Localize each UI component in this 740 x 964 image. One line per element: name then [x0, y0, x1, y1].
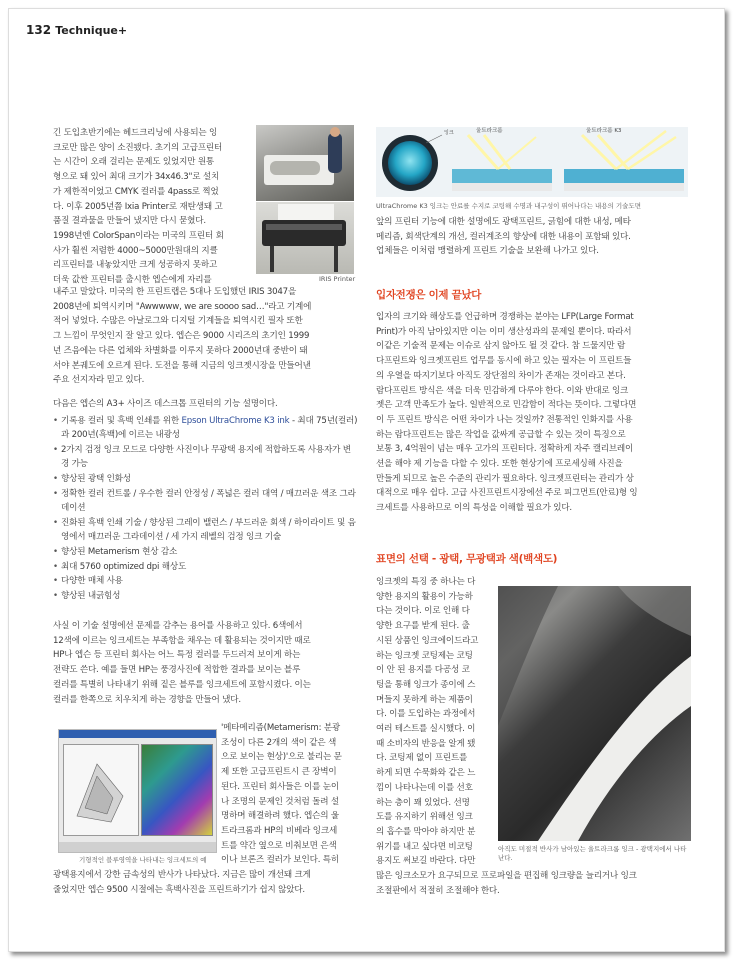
- gamut-3d-plot: [67, 756, 133, 828]
- text-line: 양한 용지의 활용이 가능하: [376, 591, 473, 602]
- text-line: 션을 해야 제 기능을 다할 수 있다. 또한 현상기에 프로세싱해 사진을: [376, 459, 623, 470]
- text-line: 젯은 고객 만족도가 높다. 일반적으로 민감함이 적다는 뜻이다. 그렇다면: [376, 400, 637, 411]
- text-line: 하게 되면 수묵화와 같은 느: [376, 768, 476, 779]
- paper-curl-graphic: [498, 586, 691, 841]
- iris-printer-photo-top: [256, 125, 354, 201]
- feature-item: [53, 574, 358, 589]
- text-line: 위기를 내고 싶다면 비코팅: [376, 841, 473, 852]
- k3-caption: UltraChrome K3 잉크는 안료를 수지로 코팅해 수명과 내구성이 뛰어나다는 내용의 기술도면: [376, 202, 641, 210]
- text-line: 줄었지만 엡슨 9500 시절에는 흑백사진을 프린트하기가 쉽지 않았다.: [53, 884, 305, 895]
- text-line: 때 소비자의 반응을 알게 됐: [376, 738, 476, 749]
- text-line: 명하며 해결하려 했다. 엡슨의 울: [221, 811, 339, 822]
- feature-item: [53, 589, 358, 604]
- text-line: 으로 보이는 현상)'으로 불리는 문: [221, 752, 342, 763]
- text-line: 조성이 다른 2개의 색이 같은 색: [221, 737, 337, 748]
- feature-item: [53, 516, 358, 545]
- k3-diagram-graphic: [376, 127, 688, 197]
- right-intro-text: [376, 215, 691, 259]
- text-line: 업체들은 이처럼 맹렬하게 프린트 기술을 보완해 나가고 있다.: [376, 246, 599, 257]
- page-number: 132: [26, 23, 52, 37]
- text-line: 의 우열을 따지기보다 아직도 장단점의 차이가 존재는 것이라고 본다.: [376, 370, 626, 381]
- text-line: 더욱 값싼 프린터를 출시한 엡슨에게 자리를: [53, 275, 212, 286]
- text-line: 트라크롬과 HP의 비베라 잉크세: [221, 825, 338, 836]
- text-line: 조절판에서 적절히 조절해야 한다.: [376, 885, 500, 896]
- text-line: 그 느낌이 무엇인지 잘 알고 있다. 엡슨은 9000 시리즈의 초기인 1999: [53, 331, 310, 342]
- feature-text: 최대 5760 optimized dpi 해상도: [61, 561, 187, 572]
- text-line: 람다프린트 방식은 색을 더욱 민감하게 다루야 한다. 이와 반대로 잉크: [376, 385, 629, 396]
- text-line: 시된 상품인 잉크에이드라고: [376, 635, 479, 646]
- text-line: 보통 3, 4억원이 넘는 매우 고가의 프린터다. 정확하게 자주 캘리브레이: [376, 444, 634, 455]
- text-line: 메리즘, 회색단계의 개선, 컬러계조의 향상에 대한 내용이 포함돼 있다.: [376, 231, 631, 242]
- text-line: 다. 이를 도입하는 과정에서: [376, 709, 476, 720]
- text-line: 크로만 많은 양이 소진됐다. 초기의 고급프린터: [53, 142, 223, 153]
- text-line: 도를 유지하기 위해선 잉크: [376, 812, 473, 823]
- feature-text: 향상된 광택 인화성: [61, 474, 131, 485]
- text-line: 컬러를 특별히 나타내기 위해 짙은 블루를 잉크세트에 포함시켰다. 이는: [53, 679, 311, 690]
- text-line: 이같은 기술적 문제는 이슈로 삼지 않아도 될 것 같다. 참 드물지만 람: [376, 341, 626, 352]
- text-line: 여러 테스트를 실시했다. 이: [376, 724, 476, 735]
- text-line: 크세트를 사용하므로 이의 특성을 이해할 필요가 있다.: [376, 503, 572, 514]
- feature-section: [53, 397, 358, 603]
- feature-text: 정확한 컬러 컨트롤 / 우수한 컬러 안정성 / 폭넓은 컬러 대역 / 매끄러운 색조 그라데이션: [61, 488, 356, 514]
- feature-text: 향상된 Metamerism 현상 감소: [61, 547, 178, 558]
- text-line: 다. 이후 2005년쯤 Ixia Printer로 재탄생돼 고: [53, 201, 223, 212]
- feature-highlight: Epson UltraChrome K3 ink: [181, 415, 290, 426]
- text-line: 적어 넣었다. 수많은 아날로그와 디지털 기계들을 퇴역시킨 필자 또한: [53, 316, 303, 327]
- feature-list: [53, 414, 358, 604]
- feature-list-intro: 다음은 엡슨의 A3+ 사이즈 데스크톱 프린터의 기능 설명이다.: [53, 399, 278, 409]
- feature-text: 향상된 내긁힘성: [61, 590, 121, 601]
- heading-particle-war: 입자전쟁은 이제 끝났다: [376, 289, 482, 301]
- text-line: 트를 약간 옆으로 비춰보면 은색: [221, 840, 337, 851]
- text-line: 2008년에 퇴역시키며 "Awwwww, we are soooo sad…"라고 기계에: [53, 301, 312, 312]
- feature-item: [53, 487, 358, 516]
- ink-set-text: [53, 619, 358, 707]
- feature-text: 진화된 흑백 인쇄 기술 / 향상된 그레이 밸런스 / 부드러운 회색 / 하이라이트 및 음영에서 매끄러운 그라데이션 / 세 가지 레벨의 검정 잉크 기술: [61, 517, 356, 543]
- metamerism-text: [221, 721, 361, 868]
- text-line: 잉크젯의 특징 중 하나는 다: [376, 577, 476, 587]
- text-line: HP나 엡슨 등 프린터 회사는 어느 특정 컬러를 두드러져 보이게 하는: [53, 650, 301, 661]
- text-line: 는 시간이 오래 걸리는 문제도 있었지만 원통: [53, 157, 215, 168]
- text-line: 컬러를 한쪽으로 치우치게 하는 경향을 만들어 냈다.: [53, 694, 241, 705]
- metallic-text: [53, 868, 358, 897]
- text-line: 입자의 크기와 해상도를 언급하며 경쟁하는 분야는 LFP(Large Format: [376, 312, 634, 322]
- section-title: Technique+: [55, 24, 128, 37]
- page-header: [26, 23, 127, 37]
- text-line: Print)가 아직 남아있지만 이는 이미 생산성과의 문제일 뿐이다. 따라서: [376, 326, 632, 337]
- feature-text: 2가지 검정 잉크 모드로 다양한 사진이나 무광택 용지에 적합하도록 사용자가 변경 가능: [61, 444, 351, 470]
- k3-label-ultrachrome-k3: 울트라크롬 K3: [586, 128, 622, 134]
- text-line: 형으로 돼 있어 최대 크기가 34x46.3"로 설치: [53, 172, 220, 183]
- gamut-screenshot: [58, 729, 217, 853]
- text-line: 된다. 프린터 회사들은 이를 눈이: [221, 781, 339, 792]
- text-line: 나 조명의 문제인 것처럼 돌려 설: [221, 796, 339, 807]
- text-line: 양한 요구를 받게 된다. 출: [376, 621, 470, 632]
- text-line: 내주고 말았다. 미국의 한 프린트랩은 5대나 도입했던 IRIS 3047을: [53, 287, 297, 297]
- particle-war-text: [376, 310, 691, 516]
- text-line: 다프린트와 잉크젯프린트 업무를 동시에 하고 있는 필자는 이 프린트들: [376, 356, 632, 367]
- text-line: 많은 잉크소모가 요구되므로 프로파일을 편집해 잉크량을 늘리거나 잉크: [376, 871, 637, 881]
- text-line: 대적으로 매우 쉽다. 고급 사진프린트시장에선 주로 피그먼트(안료)형 잉: [376, 488, 638, 499]
- text-line: 하는 잉크젯 코팅제는 코팅: [376, 650, 473, 661]
- text-line: 팅을 통해 잉크가 종이에 스: [376, 679, 476, 690]
- feature-item: [53, 414, 358, 443]
- paper-caption: 아직도 미절적 반사가 남아있는 울트라크롬 잉크 - 광택지에서 나타난다.: [498, 845, 687, 862]
- feature-item: [53, 472, 358, 487]
- glossy-paper-photo: [498, 586, 691, 841]
- text-line: 사가 훨씬 저렴한 4000~5000만원대의 지클: [53, 245, 218, 256]
- text-line: 리프린터를 내놓았지만 크게 성공하지 못하고: [53, 260, 218, 271]
- iris-printer-photo-bottom: [256, 202, 354, 274]
- gamut-caption: 기형적인 블루영역을 나타내는 잉크세트의 예: [79, 856, 207, 864]
- text-line: 긴 도입초반기에는 헤드크리닝에 사용되는 잉: [53, 128, 218, 138]
- text-line: 사실 이 기술 설명에선 문제를 감추는 용어를 사용하고 있다. 6색에서: [53, 621, 303, 631]
- feature-text: 기록용 컬러 및 흑백 인쇄를 위한: [61, 415, 182, 426]
- text-line: 이나 브론즈 컬러가 보인다. 특히: [221, 855, 339, 866]
- text-line: 이 두 프린트 방식은 어떤 차이가 나는 것일까? 전통적인 인화지를 사용: [376, 414, 633, 425]
- text-line: 품질 결과물을 만들어 냈지만 다시 묻혔다.: [53, 216, 206, 227]
- text-line: 이 안 된 용지를 다공성 코: [376, 665, 470, 676]
- surface-text: [376, 575, 494, 869]
- text-line: 의 흡수를 막아야 하지만 분: [376, 826, 476, 837]
- text-line: 하는 층이 꽤 있었다. 선명: [376, 797, 470, 808]
- k3-label-ink: 잉크: [444, 130, 454, 136]
- text-line: 전략도 쓴다. 예를 들면 HP는 풍경사진에 적합한 결과를 보이는 블루: [53, 665, 301, 676]
- text-line: 제 또한 고급프린트시 큰 장벽이: [221, 767, 337, 778]
- feature-text-rest: - 최대 75년(컬러)과 200년(흑백)에 이르는 내광성: [61, 415, 358, 441]
- left-intro-text: [53, 126, 258, 288]
- feature-text: 다양한 매체 사용: [61, 576, 123, 587]
- text-line: 만들게 되므로 높은 수준의 관리가 필요하다. 잉크젯프린터는 관리가 상: [376, 473, 634, 484]
- text-line: 광택용지에서 강한 금속성의 반사가 나타났다. 지금은 많이 개선돼 크게: [53, 870, 311, 880]
- text-line: '메타메리즘(Metamerism: 분광: [221, 723, 341, 733]
- left-history-text: [53, 285, 358, 388]
- k3-label-ultrachrome: 울트라크롬: [476, 128, 503, 134]
- feature-item: [53, 560, 358, 575]
- text-line: 주요 선지자라 믿고 있다.: [53, 375, 145, 386]
- magazine-page: [8, 8, 725, 952]
- printer-caption: IRIS Printer: [319, 275, 356, 283]
- text-line: 하는 람다프린트는 많은 작업을 값싸게 공급할 수 있는 것이 특징으로: [376, 429, 626, 440]
- feature-item: [53, 545, 358, 560]
- surface-end-text: [376, 869, 691, 898]
- text-line: 다는 것이다. 이로 인해 다: [376, 606, 470, 617]
- ultrachrome-k3-diagram: [376, 127, 688, 197]
- text-line: 며들지 못하게 하는 제품이: [376, 694, 473, 705]
- text-line: 서야 본궤도에 오르게 된다. 도전을 통해 지금의 잉크젯시장을 만들어낸: [53, 360, 311, 371]
- text-line: 낌이 나타나는데 이를 선호: [376, 782, 473, 793]
- text-line: 12색에 이르는 잉크세트는 부족함을 채우는 데 활용되는 것이지만 때로: [53, 635, 311, 646]
- text-line: 1998년엔 ColorSpan이라는 미국의 프린터 회: [53, 230, 224, 241]
- text-line: 가 제한적이었고 CMYK 컬러를 4pass로 찍었: [53, 186, 219, 197]
- text-line: 앞의 프린터 기능에 대한 설명에도 광택프린트, 긁힘에 대한 내성, 메타: [376, 217, 631, 227]
- feature-item: [53, 443, 358, 472]
- text-line: 년 즈음에는 다른 업체와 차별화를 이루지 못하다 2000년대 중반이 돼: [53, 345, 308, 356]
- heading-surface-selection: 표면의 선택 - 광택, 무광택과 색(백색도): [376, 553, 558, 565]
- text-line: 다. 코팅제 없이 프린트를: [376, 753, 468, 764]
- text-line: 용지도 써보길 바란다. 다만: [376, 856, 476, 867]
